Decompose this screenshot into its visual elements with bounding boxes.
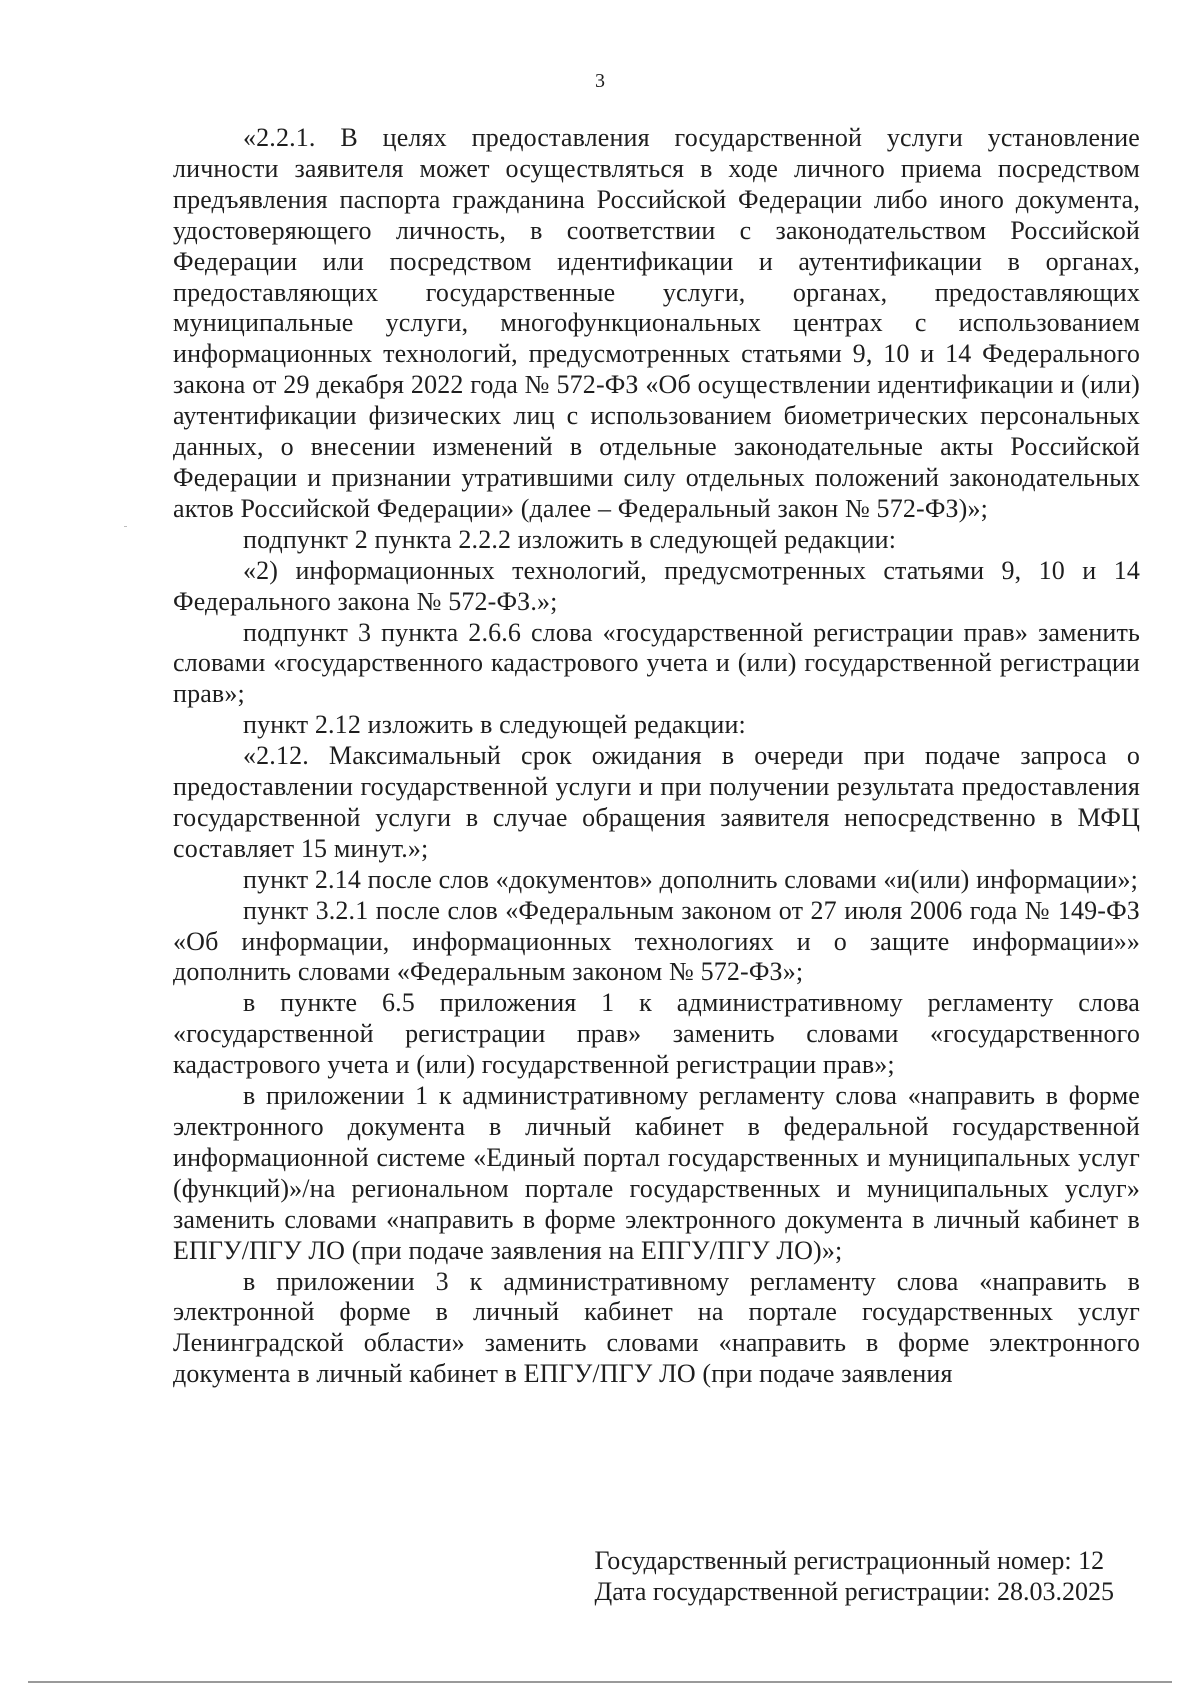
paragraph: подпункт 2 пункта 2.2.2 изложить в следующей редакции:	[243, 524, 897, 554]
page-bottom-rule	[28, 1681, 1172, 1683]
document-body	[173, 123, 1140, 1390]
registration-block	[595, 1545, 1114, 1607]
paragraph: «2.2.1. В целях предоставления государственной услуги установление личности заявителя может осуществляться в ходе личного приема посредством предъявления паспорта гражданина Российской Федерации либо иного документа, удостоверяющего личность, в соответствии с законодательством Российской Федерации или посредством идентификации и аутентификации в органах, предоставляющих государственные услуги, органах, предоставляющих муниципальные услуги, многофункциональных центрах с использованием информационных технологий, предусмотренных статьями 9, 10 и 14 Федерального закона от 29 декабря 2022 года № 572-ФЗ «Об осуществлении идентификации и (или) аутентификации физических лиц с использованием биометрических персональных данных, о внесении изменений в отдельные законодательные акты Российской Федерации и признании утратившими силу отдельных положений законодательных актов Российской Федерации» (далее – Федеральный закон № 572-ФЗ)»;	[173, 123, 1140, 523]
paragraph: пункт 2.12 изложить в следующей редакции:	[243, 710, 746, 740]
paragraph: пункт 2.14 после слов «документов» дополнить словами «и(или) информации»;	[243, 864, 1138, 894]
page-number: 3	[595, 70, 605, 92]
scan-mark	[124, 526, 127, 527]
paragraph: «2.12. Максимальный срок ожидания в очереди при подаче запроса о предоставлении государственной услуги и при получении результата предоставления государственной услуги в случае обращения заявителя непосредственно в МФЦ составляет 15 минут.»;	[173, 741, 1140, 863]
paragraph: «2) информационных технологий, предусмотренных статьями 9, 10 и 14 Федерального закона № 572-ФЗ.»;	[173, 555, 1140, 616]
paragraph: в пункте 6.5 приложения 1 к административному регламенту слова «государственной регистрации прав» заменить словами «государственного кадастрового учета и (или) государственной регистрации прав»;	[173, 988, 1140, 1080]
registration-number: Государственный регистрационный номер: 12	[594, 1546, 1105, 1575]
paragraph: в приложении 3 к административному регламенту слова «направить в электронной форме в личный кабинет на портале государственных услуг Ленинградской области» заменить словами «направить в форме электронного документа в личный кабинет в ЕПГУ/ПГУ ЛО (при подаче заявления	[173, 1266, 1140, 1389]
paragraph: подпункт 3 пункта 2.6.6 слова «государственной регистрации прав» заменить словами «государственного кадастрового учета и (или) государственной регистрации прав»;	[173, 617, 1140, 709]
paragraph: пункт 3.2.1 после слов «Федеральным законом от 27 июля 2006 года № 149-ФЗ «Об информации, информационных технологиях и о защите информации»» дополнить словами «Федеральным законом № 572-ФЗ»;	[173, 895, 1140, 987]
paragraph: в приложении 1 к административному регламенту слова «направить в форме электронного документа в личный кабинет в федеральной государственной информационной системе «Единый портал государственных и муниципальных услуг (функций)»/на региональном портале государственных и муниципальных услуг» заменить словами «направить в форме электронного документа в личный кабинет в ЕПГУ/ПГУ ЛО (при подаче заявления на ЕПГУ/ПГУ ЛО)»;	[173, 1081, 1140, 1265]
registration-date: Дата государственной регистрации: 28.03.2025	[594, 1577, 1114, 1606]
